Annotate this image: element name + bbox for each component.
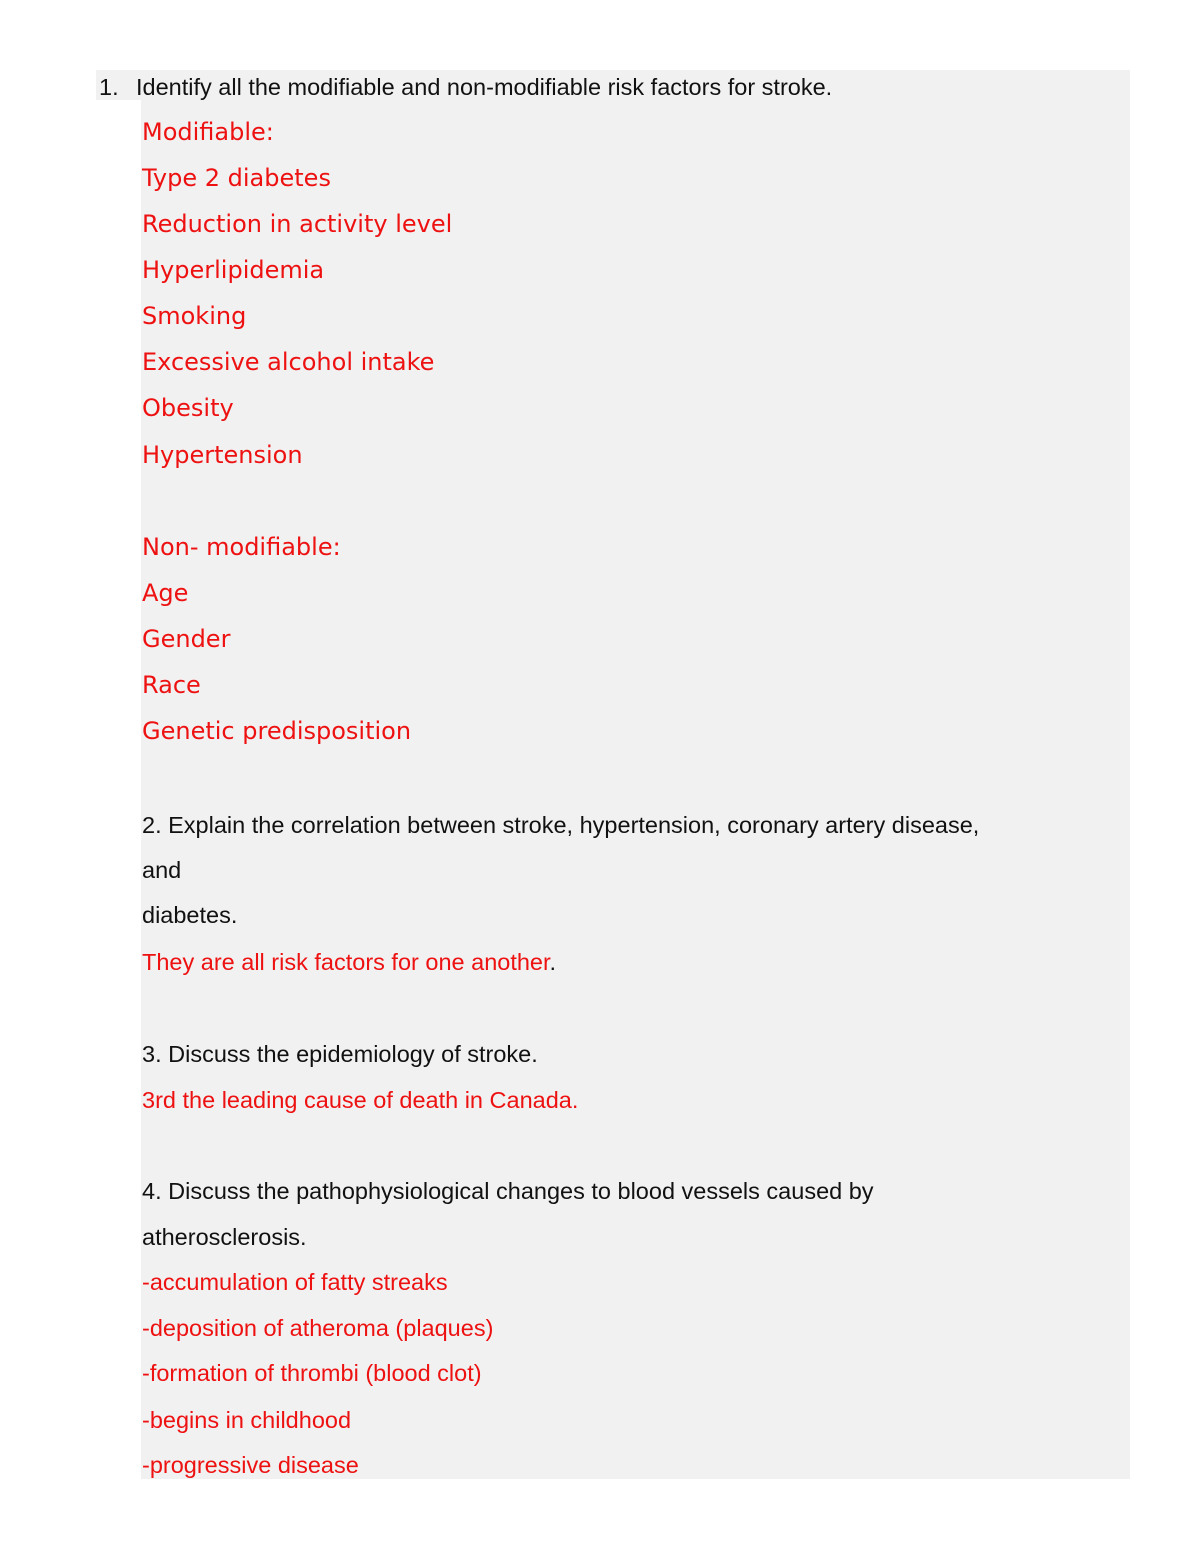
non-modifiable-item: Race bbox=[142, 671, 201, 699]
question-4-answer-item: -accumulation of fatty streaks bbox=[142, 1269, 448, 1295]
non-modifiable-item: Age bbox=[142, 579, 189, 607]
question-2-answer bbox=[142, 947, 556, 978]
question-2-answer-period: . bbox=[549, 949, 557, 975]
question-4-answer-item: -progressive disease bbox=[142, 1452, 359, 1478]
non-modifiable-heading: Non- modifiable: bbox=[142, 533, 341, 561]
question-1-number: 1. bbox=[99, 74, 119, 100]
modifiable-item: Hyperlipidemia bbox=[142, 256, 325, 284]
question-3-text: 3. Discuss the epidemiology of stroke. bbox=[142, 1041, 538, 1067]
modifiable-item: Smoking bbox=[142, 302, 247, 330]
question-4-answer-item: -formation of thrombi (blood clot) bbox=[142, 1360, 482, 1386]
modifiable-item: Type 2 diabetes bbox=[142, 164, 331, 192]
non-modifiable-item: Genetic predisposition bbox=[142, 717, 412, 745]
question-4-text-cont: atherosclerosis. bbox=[142, 1224, 307, 1250]
question-3-answer: 3rd the leading cause of death in Canada. bbox=[142, 1087, 579, 1113]
modifiable-heading: Modifiable: bbox=[142, 118, 274, 146]
modifiable-item: Obesity bbox=[142, 394, 234, 422]
question-4-answer-item: -deposition of atheroma (plaques) bbox=[142, 1315, 494, 1341]
question-4-text: 4. Discuss the pathophysiological changes to blood vessels caused by bbox=[142, 1178, 874, 1204]
modifiable-item: Excessive alcohol intake bbox=[142, 348, 435, 376]
question-2-text-cont: diabetes. bbox=[142, 902, 238, 928]
modifiable-item: Hypertension bbox=[142, 441, 303, 469]
question-4-answer-item: -begins in childhood bbox=[142, 1407, 352, 1433]
question-2-answer-text: They are all risk factors for one another bbox=[142, 949, 550, 975]
non-modifiable-item: Gender bbox=[142, 625, 231, 653]
question-2-text-cont: and bbox=[142, 857, 182, 883]
question-1-text: Identify all the modifiable and non-modifiable risk factors for stroke. bbox=[136, 74, 833, 100]
modifiable-item: Reduction in activity level bbox=[142, 210, 453, 238]
question-2-text: 2. Explain the correlation between stroke, hypertension, coronary artery disease, bbox=[142, 812, 980, 838]
